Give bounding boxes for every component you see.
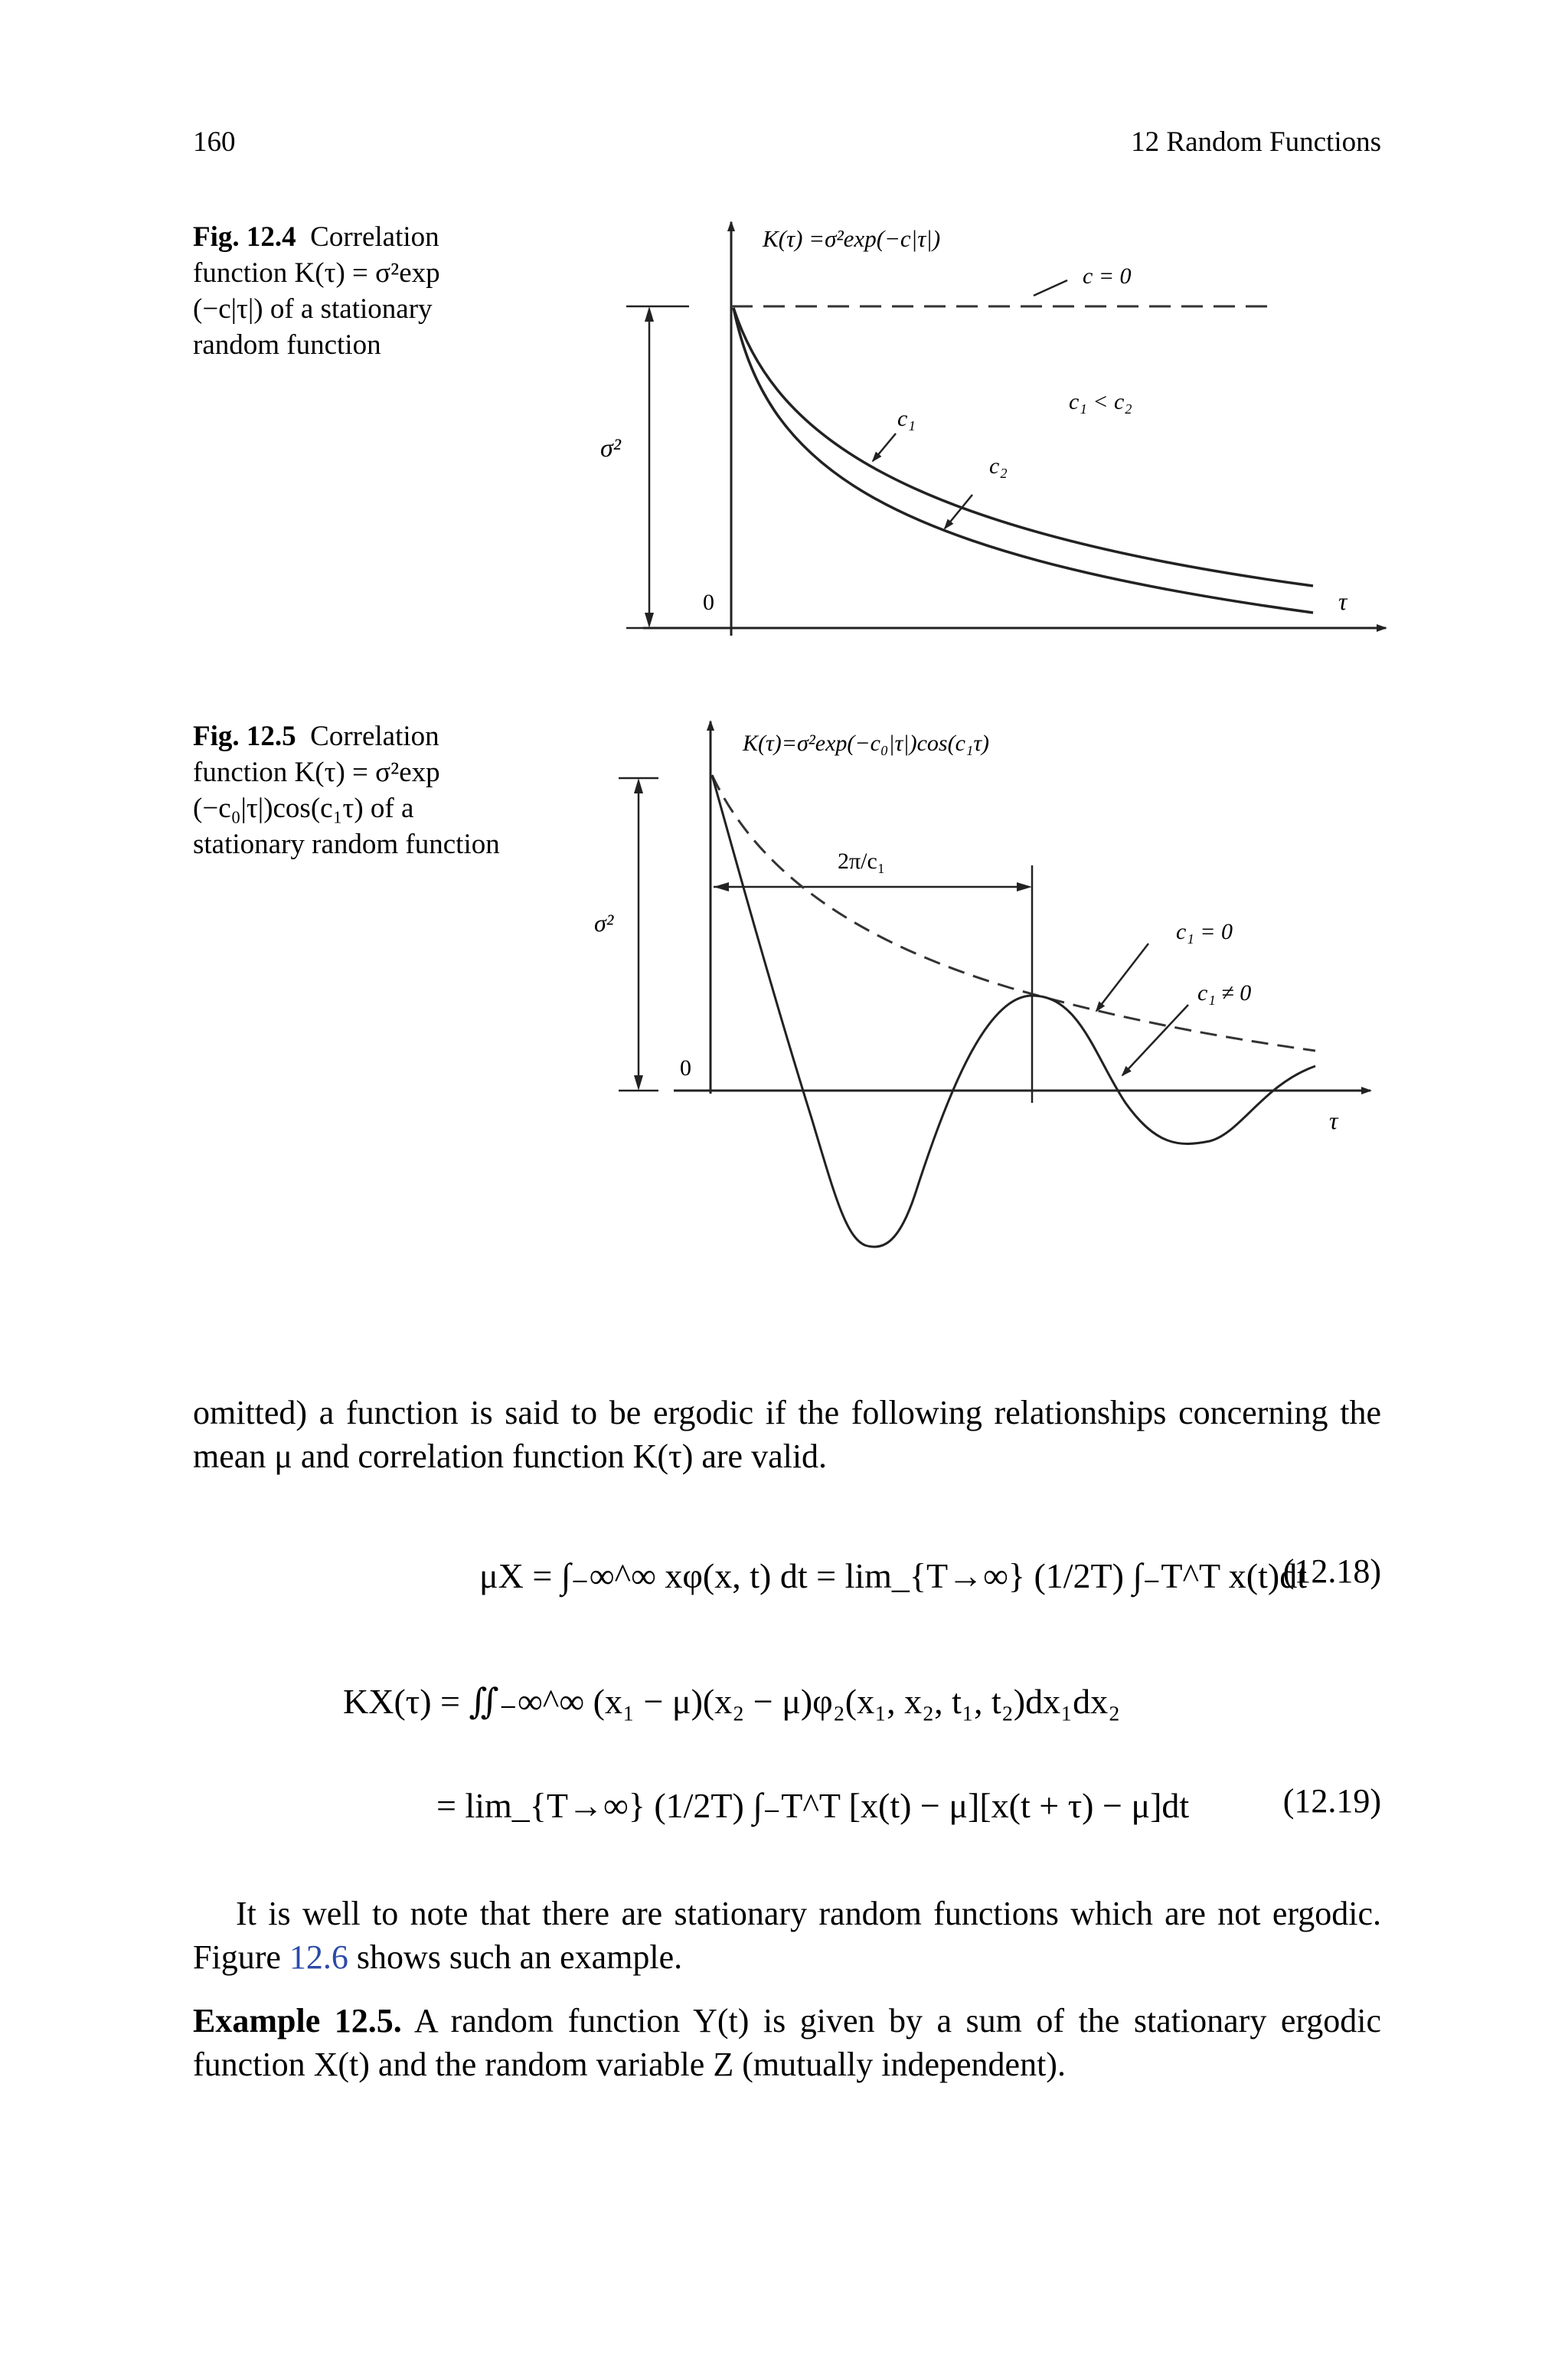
caption-line: random function: [193, 329, 381, 361]
example-label: Example 12.5.: [193, 2002, 402, 2039]
annotation-c-zero: c = 0: [1083, 263, 1132, 289]
paragraph-ergodic: omitted) a function is said to be ergodic if the following relationships concerning the mean μ and correlation function K(τ) are valid.: [193, 1394, 1381, 1475]
caption-line: (−c|τ|) of a stationary: [193, 293, 433, 325]
x-label: τ: [1338, 587, 1348, 615]
figure-label: Fig. 12.4: [193, 221, 296, 253]
annotation-c1-lt-c2: c₁ < c₂: [1069, 389, 1132, 414]
caption-line: (−c₀|τ|)cos(c₁τ) of a: [193, 793, 414, 824]
annotation-c1-nonzero: c₁ ≠ 0: [1197, 980, 1252, 1006]
figure-12-5-plot: [0, 689, 1568, 1287]
para2-text-a: It is well to note that there are stationary random functions which are not ergodic. Figure: [193, 1895, 1381, 1976]
figure-12-4-plot: [0, 0, 1568, 689]
series-c1: [733, 308, 1313, 586]
paragraph-non-ergodic: [193, 1892, 1381, 1979]
y-label: σ²: [600, 434, 621, 463]
annotation-c2: c₂: [989, 453, 1008, 479]
equation-12-18: μX = ∫₋∞^∞ xφ(x, t) dt = lim_{T→∞} (1/2T) ∫₋T^T x(t)dt: [479, 1556, 1307, 1595]
equation-number-12-19: (12.19): [1282, 1782, 1381, 1820]
caption-line: function K(τ) = σ²exp: [193, 257, 440, 289]
series-c2: [733, 308, 1313, 613]
annotation-c1: c₁: [897, 406, 916, 431]
equation-12-19-line2: = lim_{T→∞} (1/2T) ∫₋T^T [x(t) − μ][x(t + τ) − μ]dt: [436, 1786, 1190, 1825]
series-c1-zero: [712, 775, 1315, 1051]
caption-line: Correlation: [310, 221, 439, 253]
annotation-period: 2π/c₁: [838, 849, 886, 874]
series-c1-nonzero: [712, 775, 1315, 1247]
caption-line: stationary random function: [193, 829, 500, 860]
page-number: 160: [193, 126, 236, 158]
equation-12-19-line1: KX(τ) = ∬₋∞^∞ (x₁ − μ)(x₂ − μ)φ₂(x₁, x₂, t₁, t₂)dx₁dx₂: [343, 1682, 1121, 1721]
plot-title: K(τ)=σ²exp(−c₀|τ|)cos(c₁τ): [743, 731, 990, 756]
origin-label: 0: [680, 1055, 691, 1081]
y-label: σ²: [594, 909, 614, 937]
annotation-c1-zero: c₁ = 0: [1176, 919, 1233, 944]
origin-label: 0: [703, 590, 714, 615]
para2-text-b: shows such an example.: [348, 1938, 683, 1976]
figure-12-6-link[interactable]: 12.6: [289, 1938, 348, 1976]
caption-line: function K(τ) = σ²exp: [193, 757, 440, 788]
running-head: 12 Random Functions: [1131, 126, 1381, 158]
example-12-5: [193, 1999, 1381, 2086]
equation-number-12-18: (12.18): [1282, 1552, 1381, 1590]
plot-title: K(τ) =σ²exp(−c|τ|): [763, 225, 941, 252]
figure-label: Fig. 12.5: [193, 721, 296, 752]
example-text: A random function Y(t) is given by a sum of the stationary ergodic function X(t) and the random variable Z (mutually independent).: [193, 2002, 1381, 2083]
x-label: τ: [1329, 1107, 1338, 1134]
caption-line: Correlation: [310, 721, 439, 752]
